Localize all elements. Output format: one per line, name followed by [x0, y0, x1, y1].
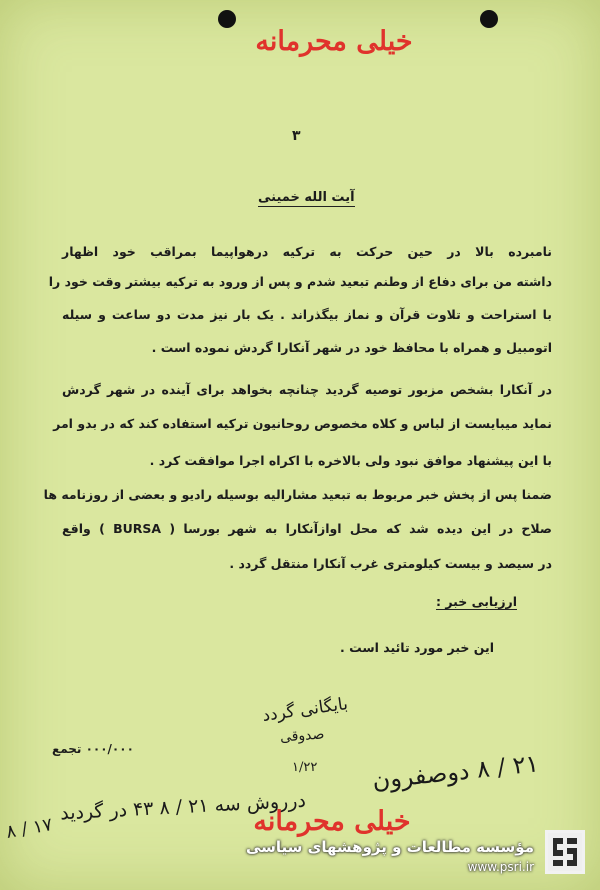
- body-line-5: در آنکارا بشخص مزبور توصیه گردید چنانچه بخواهد برای آینده در شهر گردش: [62, 382, 552, 397]
- website-watermark: www.psri.ir: [467, 860, 534, 874]
- institution-logo-icon: [545, 830, 585, 874]
- body-line-3: با استراحت و تلاوت قرآن و نماز بیگذراند . یک بار نیز مدت دو ساعت و سیله: [62, 307, 552, 322]
- handwritten-signature-date: ۱/۲۲: [292, 760, 318, 775]
- institution-logo: [545, 830, 585, 874]
- body-line-4: اتومبیل و همراه با محافظ خود در شهر آنکارا گردش نموده است .: [151, 340, 552, 355]
- body-line-10: در سیصد و بیست کیلومتری غرب آنکارا منتقل گردد .: [229, 556, 552, 571]
- handwritten-note-bottom: درروش سه ۲۱ / ۸ ۴۳ در گردید: [59, 789, 307, 825]
- handwritten-margin-note: ۱۷ / ۸: [4, 814, 55, 843]
- handwritten-signature: بایگانی گردد: [261, 694, 350, 726]
- institution-watermark: مؤسسه مطالعات و پژوهشهای سیاسی: [245, 838, 534, 856]
- handwritten-signature-sub: صدوقی: [279, 726, 325, 746]
- body-line-8: ضمنا پس از پخش خبر مربوط به تبعید مشارالیه بوسیله رادیو و بعضی از روزنامه ها: [43, 487, 552, 502]
- body-line-2: داشته من برای دفاع از وطنم تبعید شدم و پس از ورود به ترکیه بیشتر وقت خود را: [48, 274, 552, 289]
- body-line-9: صلاح در این دیده شد که محل اوازآنکارا به شهر بورسا ( BURSA ) واقع: [62, 521, 552, 536]
- body-line-7: با این پیشنهاد موافق نبود ولی بالاخره با اکراه اجرا موافقت کرد .: [149, 453, 552, 468]
- body-line-6: نماید میبایست از لباس و کلاه مخصوص روحانیون ترکیه استفاده کند که در بدو امر: [53, 416, 552, 431]
- page-number: ۳: [292, 128, 301, 144]
- evaluation-text: این خبر مورد تائید است .: [340, 640, 495, 655]
- classification-stamp-top: خیلی محرمانه: [255, 26, 413, 57]
- body-line-1: نامبرده بالا در حین حرکت به ترکیه درهواپیما بمراقب خود اظهار: [62, 244, 552, 259]
- subject-heading: آیت الله خمینی: [258, 190, 355, 205]
- handwritten-note-right: ۲۱ / ۸ دوصفرون: [370, 749, 540, 795]
- distribution-note: ۰۰۰/۰۰۰ تجمع: [52, 742, 134, 756]
- classification-stamp-bottom: خیلی محرمانه: [253, 806, 411, 837]
- punch-hole: [480, 10, 498, 28]
- evaluation-label: ارزیابی خبر :: [436, 594, 517, 609]
